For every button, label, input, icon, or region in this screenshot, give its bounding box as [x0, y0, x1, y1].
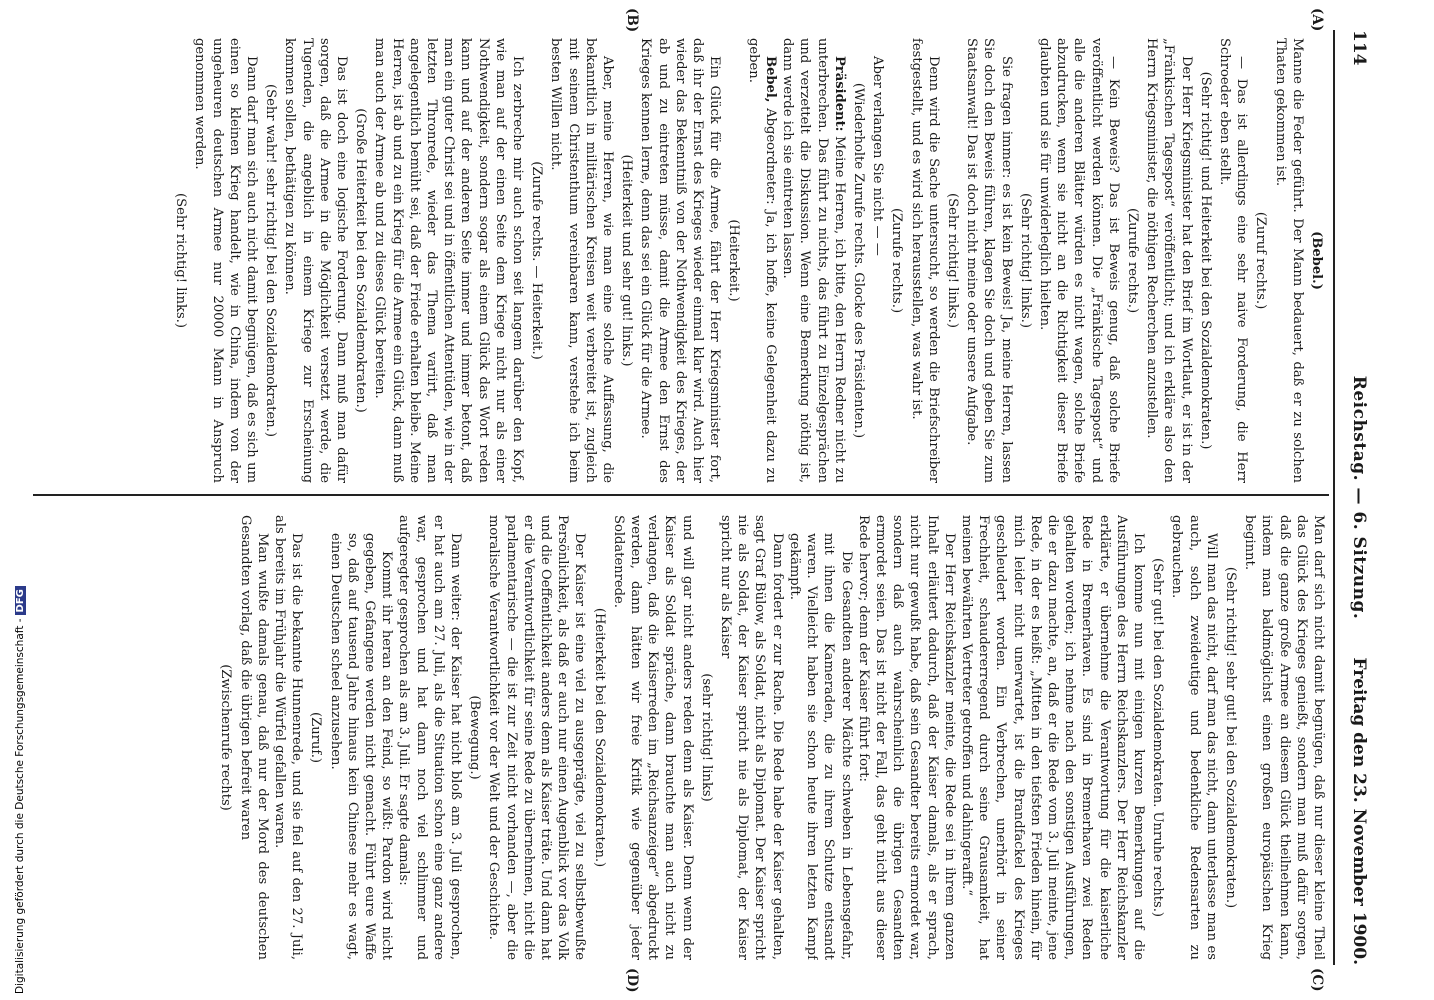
interjection: (Zwischenrufe rechts)	[218, 664, 234, 811]
paragraph: Der Herr Reichskanzler meinte, die Rede sei in ihrem ganzen Inhalt erläutert dadurch, daß der Kaiser damals, als er sprach, nicht nur gewußt habe, daß sein Gesandter bereits ermordet war, sondern daß auch wahrscheinlich die übrigen Gesandten ermordet seien. Das ist nicht der Fall, das geht nicht aus dieser Rede hervor; denn der Kaiser führt fort:	[855, 515, 957, 960]
interjection: (Bewegung.)	[467, 695, 483, 780]
paragraph: Dann fordert er zur Rache. Die Rede habe der Kaiser gehalten, sagt Graf Bülow, als Soldat, nicht als Diplomat. Der Kaiser spricht nie als Soldat, der Kaiser spricht nie als Diplomat, der Kaiser spricht nur als Kaiser	[718, 515, 785, 960]
paragraph: und will gar nicht anders reden denn als Kaiser. Denn wenn der Kaiser als Soldat spräche, dann brauchte man auch nicht zu verlangen, daß die Kaiserreden im „Reichsanzeiger“ abgedruckt werden, dann hätten wir freie Kritik wie gegenüber jeder Soldatenrede.	[610, 515, 695, 960]
paragraph: Will man das nicht, darf man das nicht, dann unterlasse man es auch, solch zweideutige und bedenkliche Redensarten zu gebrauchen.	[1169, 515, 1219, 960]
page-title: Reichstag. — 6. Sitzung.	[1349, 375, 1369, 620]
paragraph: Dann weiter: der Kaiser hat nicht bloß am 3. Juli gesprochen, er hat auch am 27. Juli, als die Situation schon eine ganz andere war, gesprochen und hat dann noch viel schlimmer und aufgeregter gesprochen als am 3. Juli. Er sagte damals:	[396, 515, 464, 960]
interjection: (Zuruf.)	[308, 712, 324, 763]
interjection: (Zurufe rechts.)	[1124, 207, 1140, 314]
paragraph: — Das ist allerdings eine sehr naive Forderung, die Herr Schroeder eben stellt.	[1216, 38, 1250, 483]
paragraph: Ein Glück für die Armee, fährt der Herr Kriegsminister fort, daß ihr der Ernst des Krieges wieder einmal klar wird. Auch hier wieder das Bekenntniß von der Nothwendigkeit des Krieges, der ab und zu eintreten müsse, damit die Armee den Ernst des Krieges kennen lerne, denn das sei ein Glück für die Armee.	[638, 38, 723, 483]
margin-marker-c: (C)	[1309, 968, 1325, 992]
paragraph: Denn wird die Sache untersucht, so werden die Briefschreiber festgestellt, und es wird sich herausstellen, was wahr ist.	[908, 38, 941, 483]
digitization-footer	[14, 586, 26, 994]
paragraph: Aber, meine Herren, wie man eine solche Auffassung, die bekanntlich in militärischen Kreisen weit verbreitet ist, zugleich mit seinem Christenthum vereinbaren kann, verstehe ich beim besten Willen nicht.	[548, 38, 616, 483]
speaker-heading: (Bebel.)	[1309, 231, 1324, 290]
header-rule	[1333, 30, 1335, 965]
interjection: (Sehr richtig! links.)	[173, 193, 189, 328]
interjection: (Heiterkeit bei den Sozialdemokraten.)	[591, 607, 607, 868]
interjection: (Heiterkeit.)	[726, 219, 742, 302]
column-divider	[33, 494, 1329, 496]
paragraph: Ich komme nun mit einigen kurzen Bemerkungen auf die Ausführungen des Herrn Reichskanzlers. Der Herr Reichskanzler erklärte, er übernehme die Verantwortung für die kaiserliche Rede in Bremerhaven. Es sind in Bremerhaven zwei Reden gehalten worden; ich nehme nach den sonstigen Ausführungen, die er dazu machte, an, daß er die Rede vom 3. Juli meinte, jene Rede, in der es heißt: „Mitten in den tiefsten Frieden hinein, für mich leider nicht unerwartet, ist die Brandfackel des Krieges geschleudert worden. Ein Verbrechen, unerhört in seiner Frechheit, schaudererregend durch seine Grausamkeit, hat meinen bewährten Vertreter getroffen und dahingerafft.“	[958, 515, 1146, 960]
paragraph: Dann darf man sich auch nicht damit begnügen, daß es sich um einen so kleinen Krieg handelt, wie in China, indem von der ungeheuren deutschen Armee nur 20000 Mann in Anspruch genommen werden.	[192, 38, 260, 483]
speaker-name: Bebel,	[762, 56, 778, 103]
paragraph: Der Kaiser ist eine viel zu ausgeprägte, viel zu selbstbewußte Persönlichkeit, als daß er auch nur einen Augenblick vor das Volk und die Oeffentlichkeit anders denn als Kaiser träte. Und dann hat er die Verantwortlichkeit für seine Rede zu übernehmen, nicht die parlamentarische — die ist zur Zeit nicht vorhanden —, aber die moralische Verantwortlichkeit vor der Welt und der Geschichte.	[486, 515, 588, 960]
quotation: Die Gesandten anderer Mächte schweben in Lebensgefahr, mit ihnen die Kameraden, die zu ihrem Schutze entsandt waren. Vielleicht haben sie schon heute ihren letzten Kampf gekämpft.	[786, 533, 854, 960]
paragraph: Das ist die bekannte Hunnenrede, und sie fiel auf den 27. Juli, als bereits im Frühjahr die Würfel gefallen waren.	[272, 515, 305, 960]
digitization-note: Digitalisierung gefördert durch die Deutsche Forschungsgemeinschaft -	[14, 618, 26, 994]
interjection: (Große Heiterkeit bei den Sozialdemokraten.)	[353, 108, 369, 413]
margin-marker-b: (B)	[624, 8, 640, 33]
dfg-logo: DFG	[15, 586, 26, 615]
quotation: Kommt ihr heran an den Feind, so wißt: Pardon wird nicht gegeben, Gefangene werden nicht gemacht. Führt eure Waffe so, daß auf tausend Jahre hinaus kein Chinese mehr es wagt, einen Deutschen scheel anzusehen.	[327, 533, 395, 960]
paragraph: Der Herr Kriegsminister hat den Brief im Wortlaut, er ist in der „Fränkischen Tagespost“ veröffentlicht; und ich erkläre also den Herrn Kriegsminister, die nöthigen Recherchen anzustellen.	[1144, 38, 1194, 483]
paragraph: — Kein Beweis? Das ist Beweis genug, daß solche Briefe veröffentlicht werden können. Die „Fränkische Tagespost“ und alle die anderen Blätter würden es nicht wagen, solche Briefe abzudrucken, wenn sie nicht an die Richtigkeit dieser Briefe glaubten und sie für unwiderleglich hielten.	[1036, 38, 1121, 483]
paragraph-text: Abgeordneter: Ja, ich hoffe, keine Gelegenheit dazu zu geben.	[745, 38, 778, 483]
interjection: (Zurufe rechts. — Heiterkeit.)	[529, 161, 545, 360]
paragraph: Das ist doch eine logische Forderung. Dann muß man dafür sorgen, daß die Armee in die Möglichkeit versetzt werde, die Tugenden, die angeblich in einem Kriege zur Erscheinung kommen sollen, bethätigen zu können.	[282, 38, 350, 483]
paragraph: Ich zerbreche mir auch schon seit langem darüber den Kopf, wie man auf der einen Seite dem Kriege nicht nur als einer Nothwendigkeit, sondern sogar als einem Glück das Wort reden kann und auf der anderen Seite immer und immer betont, daß man ein guter Christ sei und in öffentlichen Attentüden, wie in der letzten Thronrede, wieder das Thema variirt, daß man angelegentlich bemüht sei, daß der Friede erhalten bleibe. Meine Herren, ist ab und zu ein Krieg für die Armee ein Glück, dann muß man auch der Armee ab und zu dieses Glück bereiten.	[372, 38, 526, 483]
interjection: (Sehr richtig! links.)	[944, 193, 960, 328]
paragraph	[745, 38, 779, 483]
speaker-name: Präsident:	[831, 56, 847, 132]
interjection: (Zurufe rechts.)	[889, 207, 905, 314]
paragraph: Manne die Feder geführt. Der Mann bedauert, daß er zu solchen Thaten gekommen ist.	[1272, 38, 1305, 483]
interjection: (Sehr gut! bei den Sozialdemokraten. Unruhe rechts.)	[1150, 557, 1166, 918]
paragraph: Sie fragen immer: es ist kein Beweis! Ja, meine Herren, lassen Sie doch den Beweis führen, klagen Sie doch und geben Sie zum Staatsanwalt! Das ist doch nicht meine oder unsere Aufgabe.	[964, 38, 1014, 483]
paragraph: Man wußte damals genau, daß nur der Mord des deutschen Gesandten vorlag, daß die übrigen befreit waren	[237, 515, 270, 960]
interjection: (Sehr wahr! sehr richtig! bei den Sozialdemokraten.)	[263, 84, 279, 437]
interjection: (Sehr richtig! und Heiterkeit bei den Sozialdemokraten.)	[1197, 71, 1213, 450]
interjection: (Zuruf rechts.)	[1253, 211, 1269, 310]
paragraph	[779, 38, 848, 483]
interjection: (Wiederholte Zurufe rechts. Glocke des Präsidenten.)	[850, 82, 866, 439]
margin-marker-d: (D)	[624, 968, 640, 993]
page-number: 114	[1349, 30, 1369, 66]
page-header	[1337, 30, 1371, 965]
document-page	[5, 0, 1385, 1000]
interjection: (sehr richtig! links)	[698, 673, 714, 802]
footer-strip	[0, 0, 26, 1000]
interjection: (Sehr richtig! links.)	[1017, 193, 1033, 328]
interjection: (Sehr richtig! sehr gut! bei den Sozialdemokraten.)	[1222, 566, 1238, 909]
right-column	[27, 515, 1327, 960]
paragraph: Man darf sich nicht damit begnügen, daß nur dieser kleine Theil das Glück des Krieges genießt, sondern man muß dafür sorgen, daß die ganze große Armee an diesem Glück theilnehmen kann, indem man baldmöglichst einen großen europäischen Krieg beginnt.	[1242, 515, 1326, 960]
session-date: Freitag den 23. November 1900.	[1349, 657, 1369, 965]
margin-marker-a: (A)	[1309, 8, 1325, 32]
paragraph-text: Meine Herren, ich bitte, den Herrn Redner nicht zu unterbrechen. Das führt zu nichts, das führt zu Einzelgesprächen und verzettelt die Diskussion. Wenn eine Bemerkung nöthig ist, dann werde ich sie eintreten lassen.	[780, 38, 847, 483]
left-column	[27, 38, 1327, 483]
interjection: (Heiterkeit und sehr gut! links.)	[619, 154, 635, 367]
paragraph: Aber verlangen Sie nicht — —	[870, 56, 886, 256]
